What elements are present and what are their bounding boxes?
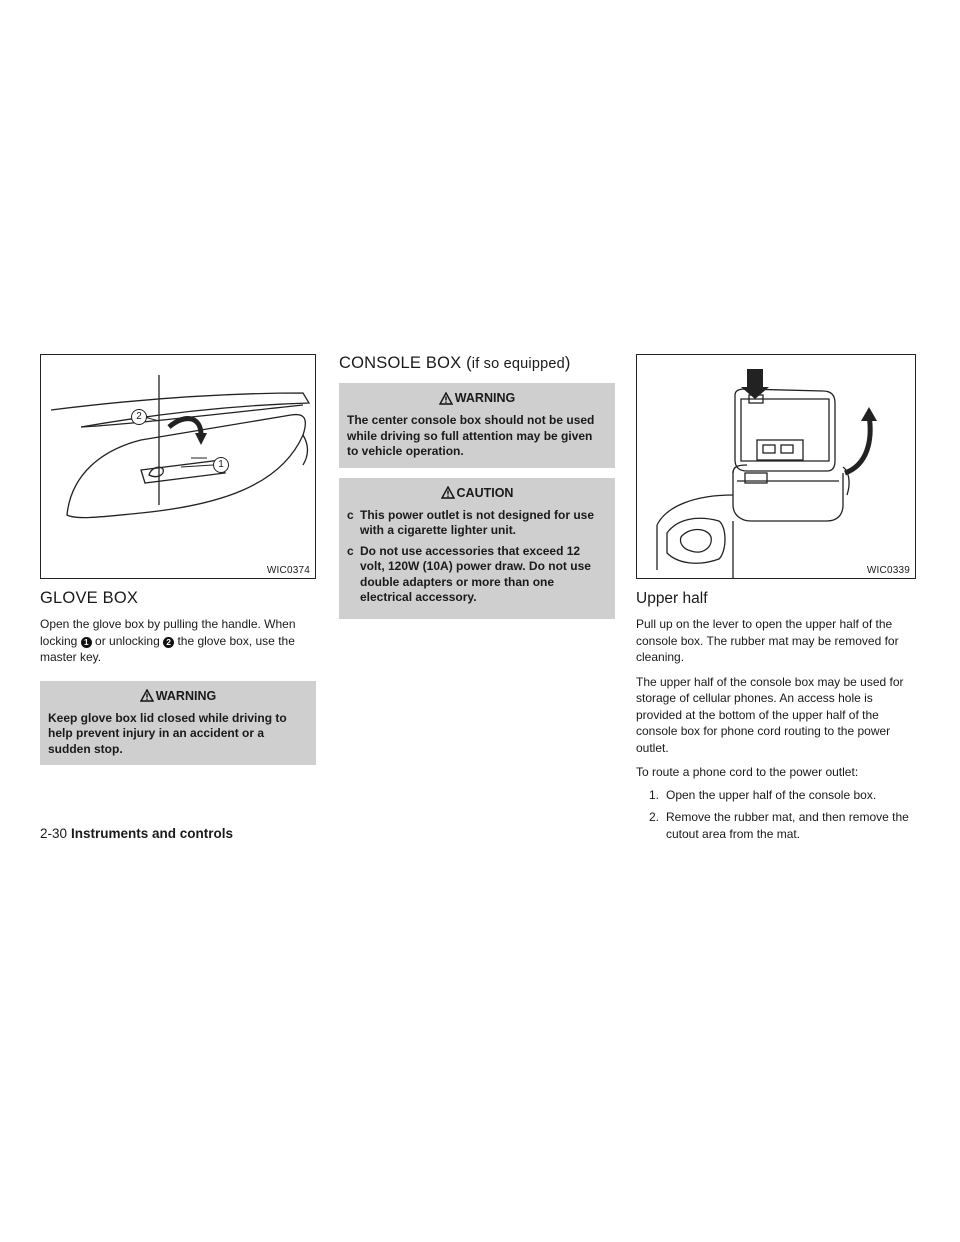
list-item: c This power outlet is not designed for use with a cigarette lighter unit. <box>347 507 595 537</box>
list-item: 1. Open the upper half of the console box. <box>649 787 877 802</box>
glove-box-warning <box>40 681 316 766</box>
console-box-heading: CONSOLE BOX (if so equipped) <box>339 354 571 372</box>
callout-2-badge: 2 <box>163 637 174 648</box>
warning-header: WARNING <box>347 389 607 407</box>
steps-list <box>636 787 916 843</box>
callout-1-badge: 1 <box>81 637 92 648</box>
page-footer <box>40 826 233 841</box>
paragraph: To route a phone cord to the power outlet: <box>636 765 859 779</box>
console-box-figure <box>636 354 916 579</box>
warning-triangle-icon <box>140 689 154 702</box>
caution-list <box>347 508 607 606</box>
upper-half-heading: Upper half <box>636 590 708 607</box>
glove-box-figure <box>40 354 316 579</box>
figure-code: WIC0374 <box>266 565 310 576</box>
glove-box-illustration <box>41 355 316 579</box>
caution-triangle-icon <box>441 486 455 499</box>
right-column <box>636 354 916 848</box>
warning-text: Keep glove box lid closed while driving to help prevent injury in an accident or a sudden stop. <box>48 710 287 756</box>
warning-text: The center console box should not be used while driving so full attention may be given to vehicle operation. <box>347 413 595 458</box>
warning-header: WARNING <box>48 687 308 705</box>
list-item: c Do not use accessories that exceed 12 volt, 120W (10A) power draw. Do not use double adapters or more than one electrical accessory. <box>347 543 591 604</box>
figure-code: WIC0339 <box>866 565 910 576</box>
middle-column <box>339 354 615 619</box>
list-item: 2. Remove the rubber mat, and then remove the cutout area from the mat. <box>649 810 909 841</box>
paragraph: The upper half of the console box may be used for storage of cellular phones. An access hole is provided at the bottom of the upper half of the console box for phone cord routing to the power outlet. <box>636 674 904 755</box>
callout-1-label: 1 <box>213 457 229 473</box>
paragraph: Pull up on the lever to open the upper half of the console box. The rubber mat may be removed for cleaning. <box>636 617 899 664</box>
page-number: 2-30 <box>40 826 68 841</box>
bullet-icon: c <box>347 543 354 558</box>
glove-box-heading: GLOVE BOX <box>40 589 139 607</box>
console-warning <box>339 383 615 468</box>
console-box-illustration <box>637 355 916 579</box>
section-title: Instruments and controls <box>71 826 234 841</box>
bullet-icon: c <box>347 507 354 522</box>
warning-triangle-icon <box>439 392 453 405</box>
left-column <box>40 354 316 765</box>
glove-box-paragraph: Open the glove box by pulling the handle. When locking 1 or unlocking 2 the glove box, use the master key. <box>40 617 296 664</box>
callout-2-label: 2 <box>131 409 147 425</box>
caution-header: CAUTION <box>347 484 607 502</box>
console-caution <box>339 478 615 619</box>
